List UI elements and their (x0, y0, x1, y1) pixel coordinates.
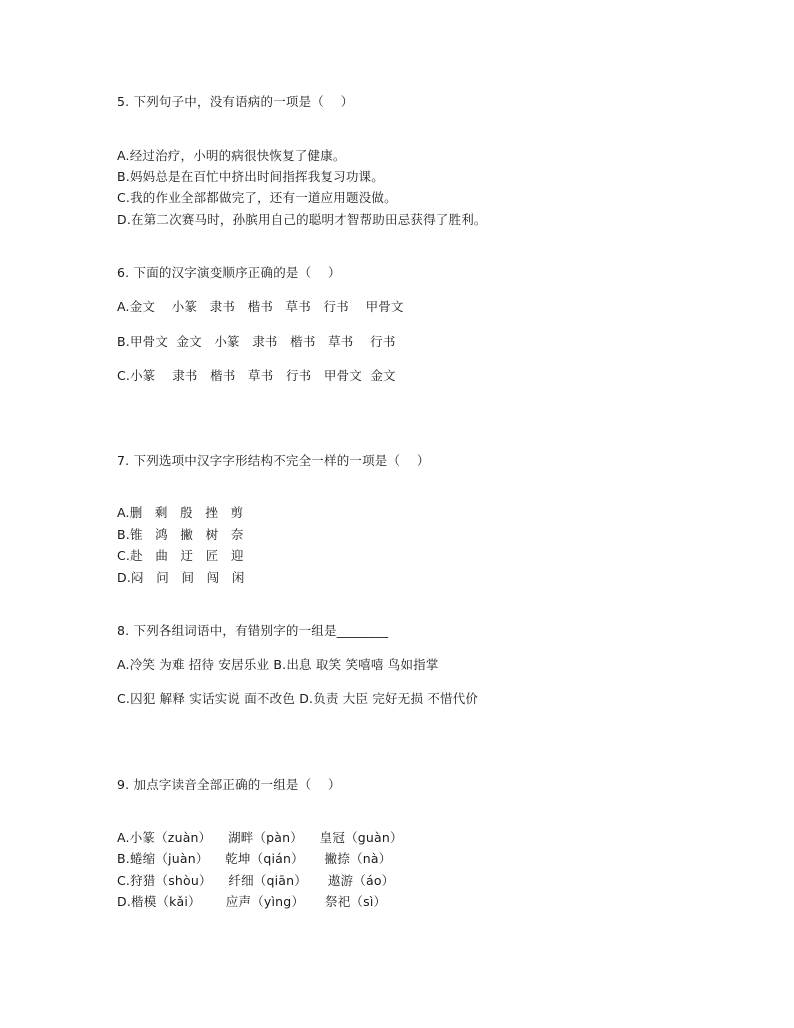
question-6-option-c: C.小篆 隶书 楷书 草书 行书 甲骨文 金文 (117, 368, 396, 383)
question-8-stem: 8. 下列各组词语中，有错别字的一组是________ (117, 623, 389, 638)
question-9-option-a: A.小篆（zuàn） 湖畔（pàn） 皇冠（guàn） (117, 830, 403, 845)
question-7-option-d: D.闷 问 间 闯 闲 (117, 570, 245, 585)
question-5-option-d: D.在第二次赛马时，孙膑用自己的聪明才智帮助田忌获得了胜利。 (117, 212, 487, 227)
question-7-stem: 7. 下列选项中汉字字形结构不完全一样的一项是（ ） (117, 453, 430, 468)
question-7-option-a: A.删 剩 殷 挫 剪 (117, 505, 244, 520)
question-9-option-d: D.楷模（kǎi） 应声（yìng） 祭祀（sì） (117, 894, 387, 909)
question-8-option-cd: C.囚犯 解释 实话实说 面不改色 D.负责 大臣 完好无损 不惜代价 (117, 691, 479, 706)
question-5-option-a: A.经过治疗，小明的病很快恢复了健康。 (117, 148, 346, 163)
question-9-option-c: C.狩猎（shòu） 纤细（qiān） 遨游（áo） (117, 873, 395, 888)
question-5-stem: 5. 下列句子中，没有语病的一项是（ ） (117, 94, 354, 109)
question-6-stem: 6. 下面的汉字演变顺序正确的是（ ） (117, 265, 341, 280)
question-9-option-b: B.蜷缩（juàn） 乾坤（qián） 撇捺（nà） (117, 851, 392, 866)
question-5-option-c: C.我的作业全部都做完了，还有一道应用题没做。 (117, 190, 397, 205)
question-9-stem: 9. 加点字读音全部正确的一组是（ ） (117, 777, 341, 792)
question-5-option-b: B.妈妈总是在百忙中挤出时间指挥我复习功课。 (117, 169, 384, 184)
question-7-option-c: C.赴 曲 迂 匠 迎 (117, 548, 244, 563)
question-6-option-a: A.金文 小篆 隶书 楷书 草书 行书 甲骨文 (117, 299, 404, 314)
question-7-option-b: B.锥 鸿 撇 树 奈 (117, 527, 244, 542)
question-8-option-ab: A.冷笑 为难 招待 安居乐业 B.出息 取笑 笑嘻嘻 鸟如指掌 (117, 657, 439, 672)
question-6-option-b: B.甲骨文 金文 小篆 隶书 楷书 草书 行书 (117, 334, 396, 349)
